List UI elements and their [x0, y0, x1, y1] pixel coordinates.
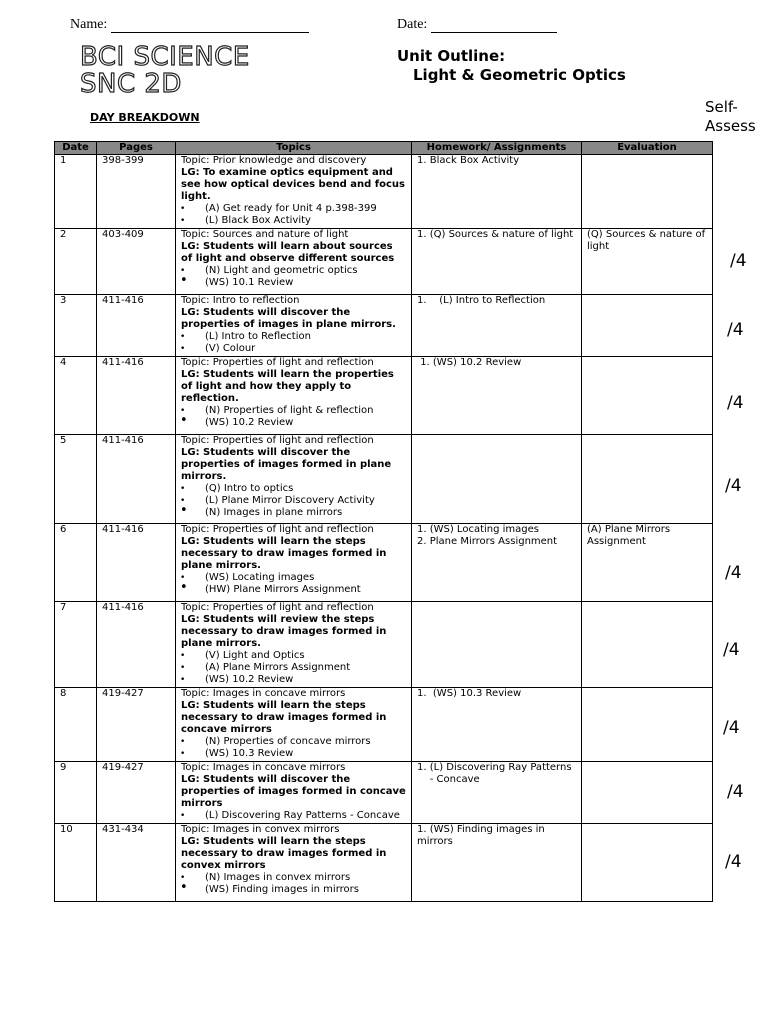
homework-cell — [412, 435, 582, 524]
learning-goal: LG: Students will discover the properties of images formed in concave mirrors — [181, 774, 406, 809]
day-breakdown-heading: DAY BREAKDOWN — [90, 111, 200, 124]
evaluation-cell — [582, 357, 713, 435]
pages-cell: 431-434 — [97, 824, 176, 902]
topics-cell — [176, 155, 412, 229]
topics-cell — [176, 524, 412, 602]
table-row — [55, 435, 713, 524]
topics-cell — [176, 229, 412, 295]
evaluation-cell — [582, 602, 713, 688]
col-header-evaluation: Evaluation — [582, 142, 713, 155]
topic-bullet-item: • (L) Intro to Reflection — [181, 331, 406, 343]
evaluation-cell — [582, 155, 713, 229]
table-row — [55, 824, 713, 902]
day-breakdown-table — [54, 141, 713, 902]
evaluation-cell — [582, 762, 713, 824]
topic-text: Topic: Properties of light and reflection — [181, 357, 374, 368]
homework-cell: 1. (WS) 10.2 Review — [412, 357, 582, 435]
self-assess-mark: /4 — [730, 251, 747, 271]
homework-cell — [412, 602, 582, 688]
topic-bullet-item: • (WS) Finding images in mirrors — [181, 884, 406, 896]
learning-goal: LG: Students will discover the properties of images in plane mirrors. — [181, 307, 396, 330]
table-row — [55, 524, 713, 602]
topic-bullet-item: • (L) Black Box Activity — [181, 215, 406, 227]
topics-cell — [176, 824, 412, 902]
topics-cell — [176, 762, 412, 824]
learning-goal: LG: Students will learn about sources of light and observe different sources — [181, 241, 395, 264]
topic-bullet-item: • (L) Discovering Ray Patterns - Concave — [181, 810, 406, 822]
topic-text: Topic: Prior knowledge and discovery — [181, 155, 367, 166]
date-field[interactable] — [397, 17, 557, 33]
pages-cell: 419-427 — [97, 688, 176, 762]
topic-bullet-item: • (L) Plane Mirror Discovery Activity — [181, 495, 406, 507]
date-cell: 2 — [55, 229, 97, 295]
topic-bullet-item: • (A) Get ready for Unit 4 p.398-399 — [181, 203, 406, 215]
evaluation-cell — [582, 295, 713, 357]
topic-bullet-item: • (V) Colour — [181, 343, 406, 355]
pages-cell: 411-416 — [97, 295, 176, 357]
self-assess-line-1: Self- — [705, 98, 738, 116]
topic-text: Topic: Images in concave mirrors — [181, 688, 346, 699]
topic-bullet-item: • (WS) 10.1 Review — [181, 277, 406, 289]
homework-cell: 1. (WS) Finding images in mirrors — [412, 824, 582, 902]
table-row — [55, 229, 713, 295]
homework-cell: 1. Black Box Activity — [412, 155, 582, 229]
topic-bullet-item: • (WS) Locating images — [181, 572, 406, 584]
topic-bullet-item: • (N) Images in convex mirrors — [181, 872, 406, 884]
learning-goal: LG: Students will learn the steps necessary to draw images formed in concave mirrors — [181, 700, 387, 735]
col-header-topics: Topics — [176, 142, 412, 155]
topic-bullet-item: • (N) Properties of concave mirrors — [181, 736, 406, 748]
topic-bullet-item: • (V) Light and Optics — [181, 650, 406, 662]
self-assess-mark: /4 — [727, 393, 744, 413]
topic-bullet-item: • (N) Properties of light & reflection — [181, 405, 406, 417]
pages-cell: 411-416 — [97, 524, 176, 602]
unit-subtitle: Light & Geometric Optics — [413, 66, 626, 84]
pages-cell: 411-416 — [97, 357, 176, 435]
date-cell: 1 — [55, 155, 97, 229]
topic-text: Topic: Properties of light and reflection — [181, 524, 374, 535]
topics-cell — [176, 688, 412, 762]
topic-bullet-item: • (WS) 10.3 Review — [181, 748, 406, 760]
topic-bullet-item: • (N) Images in plane mirrors — [181, 507, 406, 519]
topics-cell — [176, 602, 412, 688]
homework-cell: 1. (WS) Locating images 2. Plane Mirrors Assignment — [412, 524, 582, 602]
pages-cell: 411-416 — [97, 602, 176, 688]
pages-cell: 398-399 — [97, 155, 176, 229]
learning-goal: LG: Students will learn the steps necessary to draw images formed in plane mirrors. — [181, 536, 387, 571]
date-cell: 9 — [55, 762, 97, 824]
date-label: Date: — [397, 17, 428, 32]
name-line[interactable] — [111, 18, 309, 33]
logo-line-2: SNC 2D — [80, 69, 182, 99]
self-assess-mark: /4 — [723, 640, 740, 660]
date-cell: 10 — [55, 824, 97, 902]
date-line[interactable] — [431, 18, 557, 33]
table-row — [55, 762, 713, 824]
topic-bullet-item: • (Q) Intro to optics — [181, 483, 406, 495]
homework-cell: 1. (Q) Sources & nature of light — [412, 229, 582, 295]
self-assess-mark: /4 — [725, 476, 742, 496]
self-assess-mark: /4 — [725, 852, 742, 872]
logo-line-1: BCI SCIENCE — [80, 42, 250, 72]
learning-goal: LG: Students will learn the properties of light and how they apply to reflection. — [181, 369, 394, 404]
date-cell: 7 — [55, 602, 97, 688]
course-logo — [80, 44, 250, 98]
topics-cell — [176, 295, 412, 357]
pages-cell: 419-427 — [97, 762, 176, 824]
date-cell: 5 — [55, 435, 97, 524]
col-header-date: Date — [55, 142, 97, 155]
date-cell: 3 — [55, 295, 97, 357]
name-label: Name: — [70, 17, 108, 32]
topic-text: Topic: Properties of light and reflection — [181, 435, 374, 446]
topic-bullet-item: • (HW) Plane Mirrors Assignment — [181, 584, 406, 596]
unit-outline — [397, 47, 626, 85]
learning-goal: LG: Students will discover the properties of images formed in plane mirrors. — [181, 447, 392, 482]
table-row — [55, 155, 713, 229]
evaluation-cell: (Q) Sources & nature of light — [582, 229, 713, 295]
self-assess-mark: /4 — [727, 782, 744, 802]
homework-cell: 1. (L) Discovering Ray Patterns - Concave — [412, 762, 582, 824]
topics-cell — [176, 357, 412, 435]
topic-bullet-item: • (WS) 10.2 Review — [181, 674, 406, 686]
evaluation-cell — [582, 688, 713, 762]
date-cell: 6 — [55, 524, 97, 602]
table-row — [55, 688, 713, 762]
homework-cell: 1. (WS) 10.3 Review — [412, 688, 582, 762]
learning-goal: LG: To examine optics equipment and see how optical devices bend and focus light. — [181, 167, 405, 202]
topics-cell — [176, 435, 412, 524]
unit-title: Unit Outline: — [397, 47, 506, 65]
topic-text: Topic: Intro to reflection — [181, 295, 300, 306]
evaluation-cell — [582, 435, 713, 524]
learning-goal: LG: Students will review the steps necessary to draw images formed in plane mirrors. — [181, 614, 387, 649]
topic-text: Topic: Images in concave mirrors — [181, 762, 346, 773]
table-row — [55, 602, 713, 688]
topic-text: Topic: Sources and nature of light — [181, 229, 349, 240]
name-field[interactable] — [70, 17, 309, 33]
self-assess-line-2: Assess — [705, 117, 756, 135]
table-header-row — [55, 142, 713, 155]
table-row — [55, 295, 713, 357]
date-cell: 4 — [55, 357, 97, 435]
pages-cell: 411-416 — [97, 435, 176, 524]
learning-goal: LG: Students will learn the steps necessary to draw images formed in convex mirrors — [181, 836, 387, 871]
self-assess-mark: /4 — [727, 320, 744, 340]
topic-bullet-item: • (WS) 10.2 Review — [181, 417, 406, 429]
topic-bullet-item: • (A) Plane Mirrors Assignment — [181, 662, 406, 674]
self-assess-mark: /4 — [723, 718, 740, 738]
homework-cell: 1. (L) Intro to Reflection — [412, 295, 582, 357]
col-header-pages: Pages — [97, 142, 176, 155]
self-assess-heading — [705, 98, 756, 136]
topic-text: Topic: Properties of light and reflection — [181, 602, 374, 613]
topic-text: Topic: Images in convex mirrors — [181, 824, 340, 835]
col-header-homework: Homework/ Assignments — [412, 142, 582, 155]
topic-bullet-item: • (N) Light and geometric optics — [181, 265, 406, 277]
date-cell: 8 — [55, 688, 97, 762]
evaluation-cell: (A) Plane Mirrors Assignment — [582, 524, 713, 602]
self-assess-mark: /4 — [725, 563, 742, 583]
evaluation-cell — [582, 824, 713, 902]
pages-cell: 403-409 — [97, 229, 176, 295]
table-row — [55, 357, 713, 435]
